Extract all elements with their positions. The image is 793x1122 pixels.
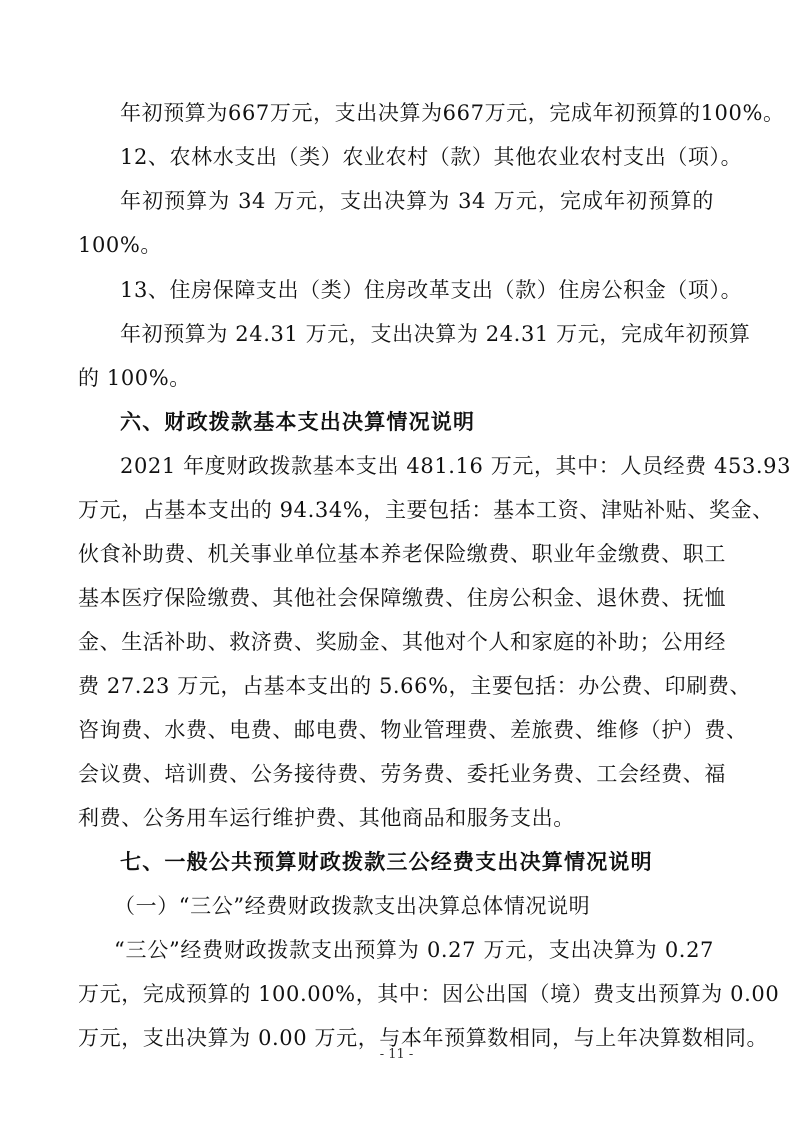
section-heading-seven: 七、一般公共预算财政拨款三公经费支出决算情况说明: [120, 849, 653, 874]
paragraph-line: “三公”经费财政拨款支出预算为 0.27 万元，支出决算为 0.27: [114, 938, 714, 962]
paragraph-line: 2021 年度财政拨款基本支出 481.16 万元，其中：人员经费 453.93: [120, 454, 792, 478]
paragraph-line: 年初预算为667万元，支出决算为667万元，完成年初预算的100%。: [120, 101, 785, 125]
paragraph-line: 100%。: [78, 233, 163, 257]
paragraph-line: 13、住房保障支出（类）住房改革支出（款）住房公积金（项）。: [120, 278, 743, 302]
paragraph-line: 利费、公务用车运行维护费、其他商品和服务支出。: [78, 806, 575, 830]
paragraph-line: 年初预算为 24.31 万元，支出决算为 24.31 万元，完成年初预算: [120, 322, 751, 346]
paragraph-line: 万元，占基本支出的 94.34%，主要包括：基本工资、津贴补贴、奖金、: [78, 498, 774, 522]
paragraph-line: 伙食补助费、机关事业单位基本养老保险缴费、职业年金缴费、职工: [78, 542, 726, 566]
paragraph-line: 基本医疗保险缴费、其他社会保障缴费、住房公积金、退休费、抚恤: [78, 586, 726, 610]
subsection-heading: （一）“三公”经费财政拨款支出决算总体情况说明: [114, 894, 591, 918]
paragraph-line: 万元，支出决算为 0.00 万元，与本年预算数相同，与上年决算数相同。: [78, 1026, 769, 1050]
paragraph-line: 咨询费、水费、电费、邮电费、物业管理费、差旅费、维修（护）费、: [78, 718, 748, 742]
paragraph-line: 年初预算为 34 万元，支出决算为 34 万元，完成年初预算的: [120, 189, 714, 213]
paragraph-line: 万元，完成预算的 100.00%，其中：因公出国（境）费支出预算为 0.00: [78, 982, 780, 1006]
paragraph-line: 费 27.23 万元，占基本支出的 5.66%，主要包括：办公费、印刷费、: [78, 674, 752, 698]
paragraph-line: 会议费、培训费、公务接待费、劳务费、委托业务费、工会经费、福: [78, 762, 726, 786]
paragraph-line: 金、生活补助、救济费、奖励金、其他对个人和家庭的补助；公用经: [78, 630, 726, 654]
paragraph-line: 12、农林水支出（类）农业农村（款）其他农业农村支出（项）。: [120, 145, 743, 169]
page-number: - 11 -: [379, 1047, 414, 1062]
paragraph-line: 的 100%。: [78, 366, 191, 390]
section-heading-six: 六、财政拨款基本支出决算情况说明: [120, 409, 476, 434]
